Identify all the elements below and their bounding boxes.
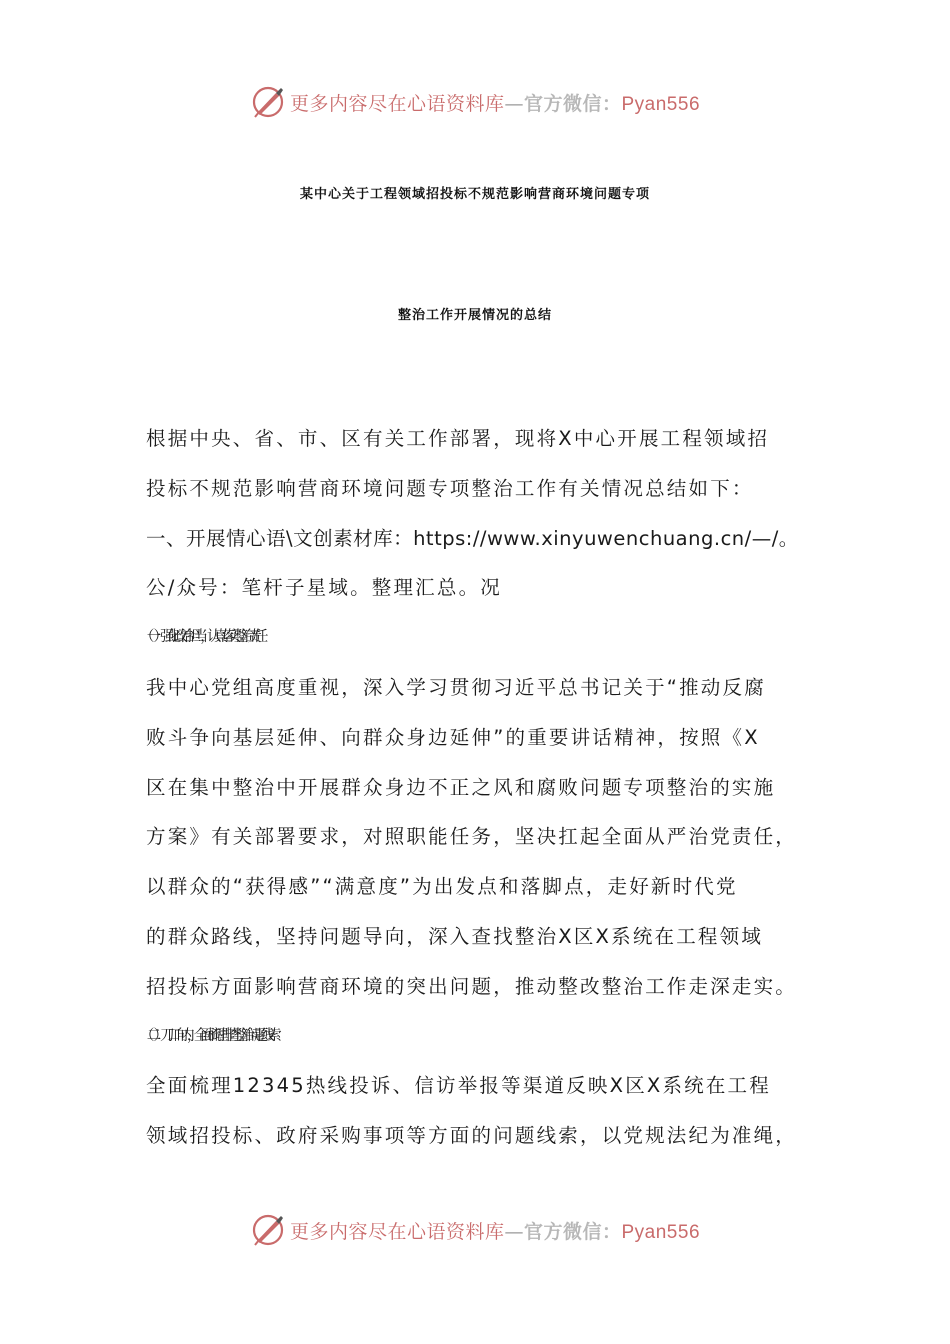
watermark-wechat-label: 官方微信： xyxy=(523,1220,622,1243)
footer-watermark-banner xyxy=(0,1210,950,1250)
body-line: 败斗争向基层延伸、向群众身边延伸”的重要讲话精神，按照《X xyxy=(146,725,760,749)
watermark-wechat-id: Pyan556 xyxy=(621,1221,701,1243)
section-heading: （一）强化政治担当，认真落实整治责任 xyxy=(140,629,261,646)
body-line: 以群众的“获得感”“满意度”为出发点和落脚点，走好新时代党 xyxy=(146,875,738,899)
body-line: 我中心党组高度重视，深入学习贯彻习近平总书记关于“推动反腐 xyxy=(146,675,766,699)
body-line: 的群众路线，坚持问题导向，深入查找整治X区X系统在工程领域 xyxy=(146,924,764,948)
watermark-wechat-id: Pyan556 xyxy=(621,93,701,115)
watermark-text xyxy=(290,89,700,116)
body-line: 一、开展情心语\文创素材库：https://www.xinyuwenchuang.cn/—/。 xyxy=(146,526,799,550)
document-title-line-1: 某中心关于工程领域招投标不规范影响营商环境问题专项 xyxy=(299,187,650,202)
section-heading: （二）刀口向内，全面梳理排查整治问题线索 xyxy=(140,1027,274,1044)
header-watermark-banner xyxy=(0,82,950,122)
watermark-dash: — xyxy=(504,1220,524,1243)
body-line: 全面梳理12345热线投诉、信访举报等渠道反映X区X系统在工程 xyxy=(146,1074,771,1098)
pen-logo-icon xyxy=(250,84,286,120)
document-title-line-2: 整治工作开展情况的总结 xyxy=(397,308,552,323)
body-line: 领域招投标、政府采购事项等方面的问题线索，以党规法纪为准绳， xyxy=(146,1124,798,1148)
body-line: 方案》有关部署要求，对照职能任务，坚决扛起全面从严治党责任， xyxy=(146,825,798,849)
body-line: 根据中央、省、市、区有关工作部署，现将X中心开展工程领域招 xyxy=(146,427,770,450)
watermark-brand: 更多内容尽在心语资料库 xyxy=(289,1220,505,1243)
watermark-text xyxy=(290,1217,700,1244)
watermark-wechat-label: 官方微信： xyxy=(523,92,622,115)
body-line: 投标不规范影响营商环境问题专项整治工作有关情况总结如下： xyxy=(146,476,754,500)
body-line: 区在集中整治中开展群众身边不正之风和腐败问题专项整治的实施 xyxy=(146,775,776,799)
watermark-brand: 更多内容尽在心语资料库 xyxy=(289,92,505,115)
pen-logo-icon xyxy=(250,1212,286,1248)
body-line: 招投标方面影响营商环境的突出问题，推动整改整治工作走深走实。 xyxy=(146,974,798,998)
document-body xyxy=(140,414,810,1161)
watermark-dash: — xyxy=(504,92,524,115)
body-line: 公/众号：笔杆子星域。整理汇总。况 xyxy=(146,576,502,600)
